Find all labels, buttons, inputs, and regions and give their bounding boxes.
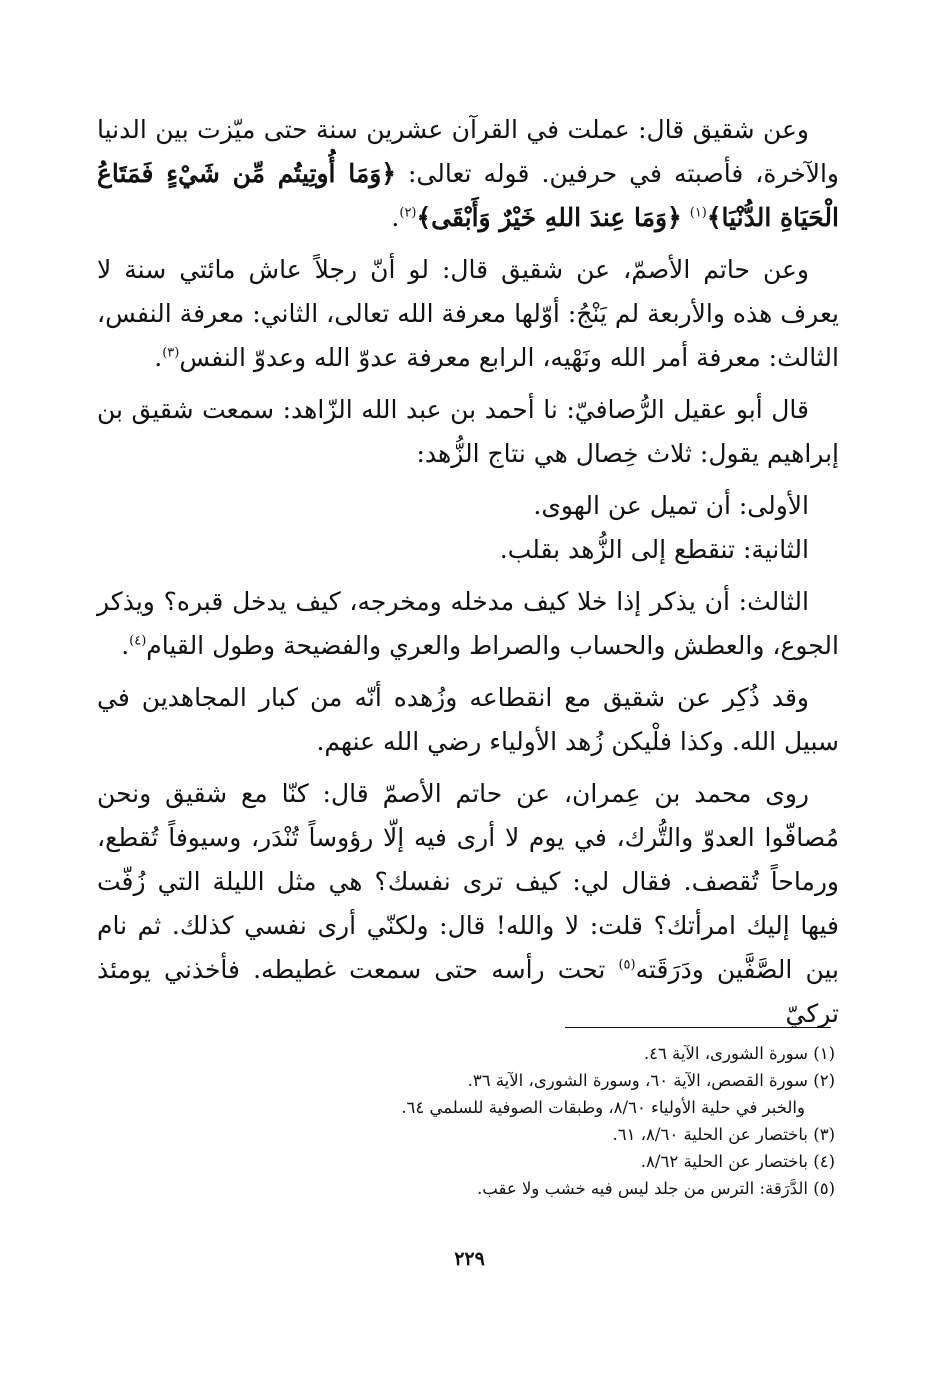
paragraph-6 bbox=[97, 772, 839, 1036]
footnote-5: (٥) الدَّرَقة: الترس من جلد ليس فيه خشب ولا عقب. bbox=[477, 1179, 835, 1198]
footnote-1: (١) سورة الشورى، الآية ٤٦. bbox=[643, 1044, 835, 1063]
paragraph-4-text: الثالث: أن يذكر إذا خلا كيف مدخله ومخرجه، كيف يدخل قبره؟ ويذكر الجوع، والعطش والحساب والصراط والعري والفضيحة وطول القيام bbox=[97, 587, 839, 660]
footnote-divider bbox=[565, 1027, 831, 1028]
list-item-second: الثانية: تنقطع إلى الزُّهد بقلب. bbox=[499, 535, 809, 564]
page-number: ٢٢٩ bbox=[454, 1248, 485, 1270]
footnote-ref-2: (٢) bbox=[399, 205, 417, 221]
paragraph-5 bbox=[97, 676, 839, 764]
paragraph-3-text: قال أبو عقيل الرُّصافيّ: نا أحمد بن عبد الله الزّاهد: سمعت شقيق بن إبراهيم يقول: ثلاث خِصال هي نتاج الزُّهد: bbox=[97, 395, 839, 468]
paragraph-4-end: . bbox=[121, 631, 130, 660]
footnotes bbox=[135, 1040, 835, 1202]
footnote-2: (٢) سورة القصص، الآية ٦٠، وسورة الشورى، الآية ٣٦. bbox=[467, 1071, 835, 1090]
footnote-ref-4: (٤) bbox=[129, 633, 147, 649]
footnote-ref-1: (١) bbox=[689, 205, 707, 221]
paragraph-6-end: تحت رأسه حتى سمعت غطيطه. فأخذني يومئذ تركيّ bbox=[97, 955, 839, 1028]
paragraph-4 bbox=[97, 580, 839, 668]
footnote-ref-5: (٥) bbox=[618, 957, 636, 973]
paragraph-1 bbox=[97, 108, 839, 240]
paragraph-5-text: وقد ذُكِر عن شقيق مع انقطاعه وزُهده أنّه من كبار المجاهدين في سبيل الله. وكذا فلْيكن زُهد الأولياء رضي الله عنهم. bbox=[97, 683, 839, 756]
paragraph-6-text: روى محمد بن عِمران، عن حاتم الأصمّ قال: كنّا مع شقيق ونحن مُصافّوا العدوّ والتُّرك، في يوم لا أرى فيه إلّا رؤوساً تُنْدَر، وسيوفاً تُقطع، ورماحاً تُقصف. فقال لي: كيف ترى نفسك؟ هي مثل الليلة التي زُفّت فيها إليك امرأتك؟ قلت: لا والله! قال: ولكنّي أرى نفسي كذلك. ثم نام بين الصَّفَّين ودَرَقَته bbox=[97, 779, 839, 984]
paragraph-2 bbox=[97, 248, 839, 380]
footnote-4: (٤) باختصار عن الحلية ٨/٦٢. bbox=[640, 1152, 835, 1171]
paragraph-2-text: وعن حاتم الأصمّ، عن شقيق قال: لو أنّ رجلاً عاش مائتي سنة لا يعرف هذه والأربعة لم يَنْجُ: أوّلها معرفة الله تعالى، الثاني: معرفة النفس، الثالث: معرفة أمر الله ونَهْيه، الرابع معرفة عدوّ الله وعدوّ النفس bbox=[97, 255, 839, 372]
list-item-first: الأولى: أن تميل عن الهوى. bbox=[533, 491, 809, 520]
paragraph-2-end: . bbox=[154, 343, 163, 372]
footnote-2-continuation: والخبر في حلية الأولياء ٨/٦٠، وطبقات الصوفية للسلمي ٦٤. bbox=[401, 1098, 805, 1117]
footnote-ref-3: (٣) bbox=[162, 345, 180, 361]
quran-quote-1: ﴿وَمَا أُوتِيتُم مِّن شَيْءٍ فَمَتَاعُ الْحَيَاةِ الدُّنْيَا﴾ bbox=[97, 159, 839, 232]
main-text bbox=[97, 108, 839, 1044]
quran-quote-2: ﴿وَمَا عِندَ اللهِ خَيْرٌ وَأَبْقَى﴾ bbox=[416, 203, 682, 232]
footnote-3: (٣) باختصار عن الحلية ٨/٦٠، ٦١. bbox=[612, 1125, 835, 1144]
paragraph-1-text: وعن شقيق قال: عملت في القرآن عشرين سنة حتى ميّزت بين الدنيا والآخرة، فأصبته في حرفين. قوله تعالى: bbox=[97, 115, 839, 188]
paragraph-1-end: . bbox=[391, 203, 400, 232]
paragraph-3 bbox=[97, 388, 839, 476]
